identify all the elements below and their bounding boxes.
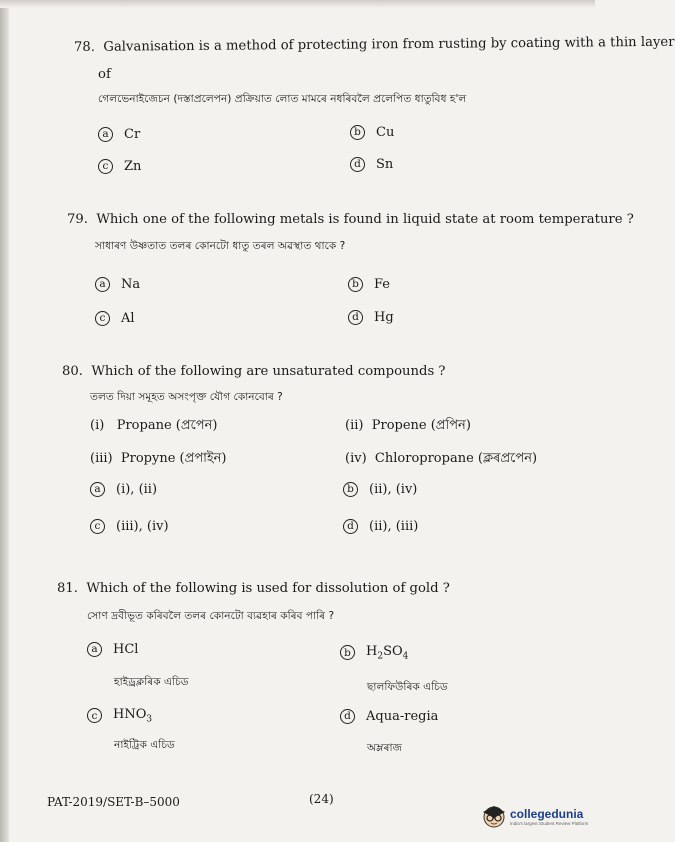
q81-option-a[interactable]: a HCl <box>87 642 138 657</box>
logo-avatar-icon <box>478 800 510 832</box>
question-78-text: 78. Galvanisation is a method of protecting iron from rusting by coating with a thin layer <box>73 34 675 55</box>
q79-option-c[interactable]: c Al <box>95 311 135 326</box>
question-80-text-assamese: তলত দিয়া সমূহত অসংপৃক্ত যৌগ কোনবোৰ ? <box>90 391 283 403</box>
q80-item-iv: (iv) Chloropropane (ক্লৰপ্ৰপেন) <box>345 451 538 466</box>
logo-tagline: India's largest Student Review Platform <box>510 820 589 826</box>
q80-item-ii: (ii) Propene (প্ৰপিন) <box>345 418 471 433</box>
page-binding-shadow <box>0 0 9 842</box>
question-79-text: 79. Which one of the following metals is found in liquid state at room temperature ? <box>67 212 634 227</box>
q78-option-a[interactable]: a Cr <box>98 127 140 142</box>
question-80-text: 80. Which of the following are unsaturated compounds ? <box>62 364 446 379</box>
question-81-text-assamese: সোণ দ্ৰবীভূত কৰিবলৈ তলৰ কোনটো ব্যৱহাৰ কৰিব পাৰি ? <box>87 610 335 622</box>
exam-code: PAT-2019/SET-B–5000 <box>47 795 180 809</box>
q81-option-d-assamese: অম্লৰাজ <box>367 742 403 754</box>
question-79-text-assamese: সাধাৰণ উষ্ণতাত তলৰ কোনটো ধাতু তৰল অৱস্থাত থাকে ? <box>95 240 346 252</box>
q78-option-d[interactable]: d Sn <box>350 157 393 172</box>
q81-option-c-assamese: নাইট্ৰিক এচিড <box>114 739 175 751</box>
q78-option-b[interactable]: b Cu <box>350 125 394 140</box>
page-top-shadow <box>0 0 595 8</box>
question-78-text-assamese: গেলভেনাইজেচন (দস্তাপ্রলেপন) প্রক্রিয়াত লোত মামৰে নধৰিবলৈ প্রলেপিত ধাতুবিধ হ'ল <box>98 93 467 105</box>
q81-option-a-assamese: হাইড্ৰক্লৰিক এচিড <box>114 676 189 688</box>
q80-option-d[interactable]: d (ii), (iii) <box>343 519 418 534</box>
question-81-text: 81. Which of the following is used for dissolution of gold ? <box>57 581 450 596</box>
q81-option-b[interactable]: b $H_2SO_4$ <box>340 644 408 662</box>
q80-option-b[interactable]: b (ii), (iv) <box>343 482 417 497</box>
q79-option-b[interactable]: b Fe <box>348 277 390 292</box>
page-number: (24) <box>309 792 334 806</box>
q80-option-a[interactable]: a (i), (ii) <box>90 482 157 497</box>
q79-option-d[interactable]: d Hg <box>348 310 394 325</box>
q80-item-i: (i) Propane (প্ৰপেন) <box>90 418 218 433</box>
q79-option-a[interactable]: a Na <box>95 277 140 292</box>
q81-option-d[interactable]: d Aqua-regia <box>340 709 438 724</box>
logo-brand-text: collegedunia <box>510 806 584 821</box>
question-78-text-continued: of <box>98 67 111 82</box>
collegedunia-logo <box>478 798 590 834</box>
q80-item-iii: (iii) Propyne (প্ৰপাইন) <box>90 451 227 466</box>
q81-option-b-assamese: ছালফিউৰিক এচিড <box>367 681 448 693</box>
q78-option-c[interactable]: c Zn <box>98 159 141 174</box>
q81-option-c[interactable]: c $HNO_3$ <box>87 707 152 725</box>
q80-option-c[interactable]: c (iii), (iv) <box>90 519 169 534</box>
